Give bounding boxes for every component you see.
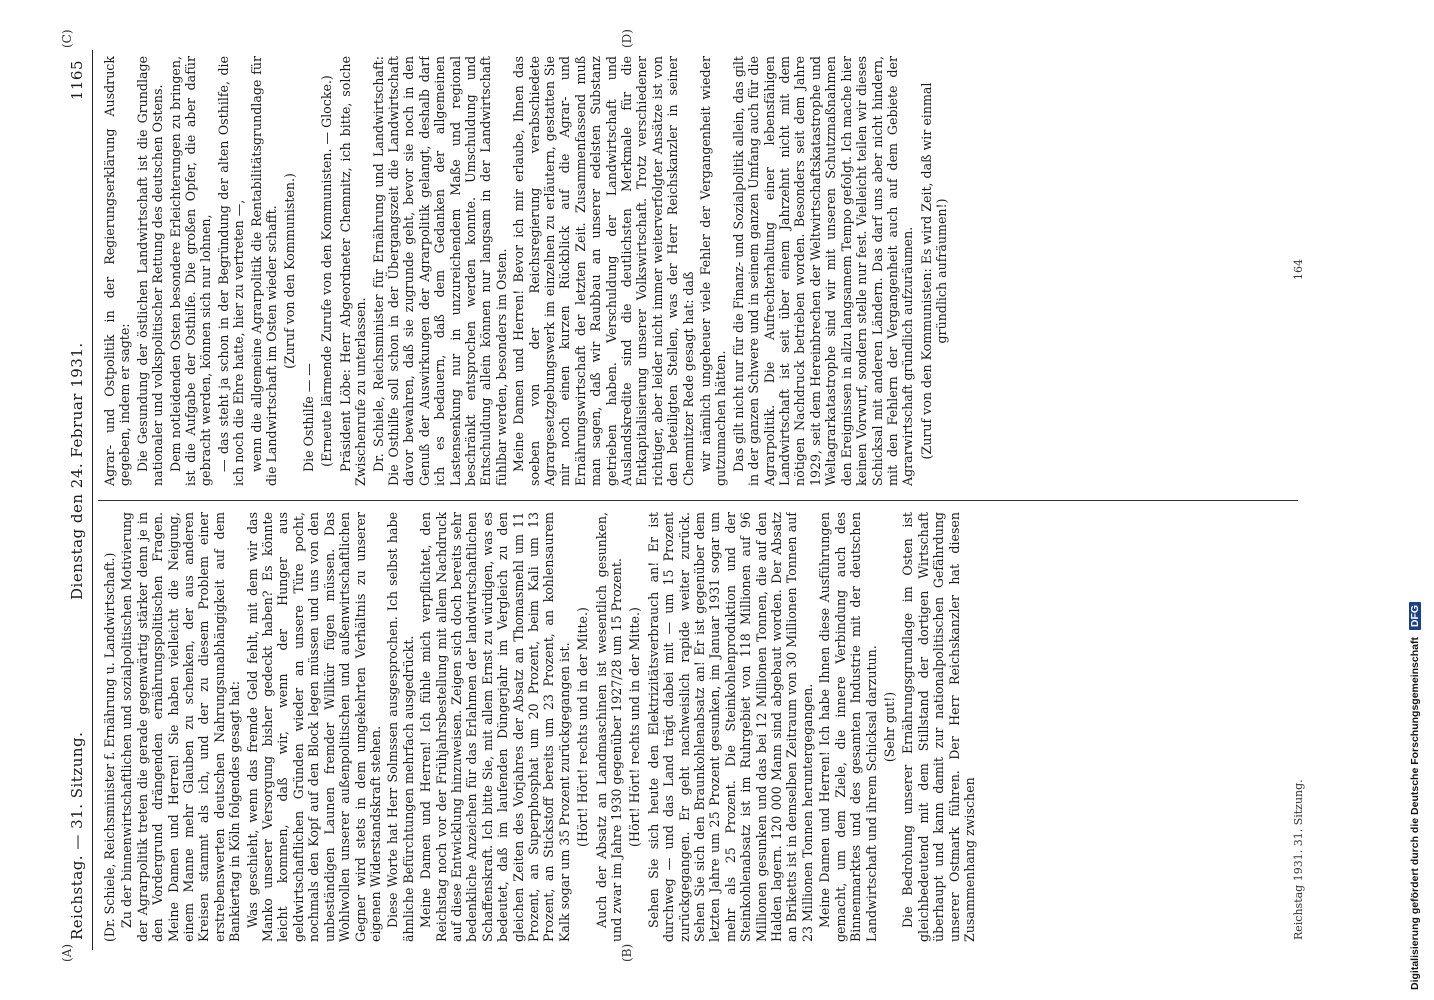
margin-marker-d: (D) bbox=[620, 29, 634, 48]
quote-paragraph: wenn die allgemeine Agrarpolitik die Rentabilitätsgrundlage für die Landwirtschaft im Osten wieder schafft. bbox=[248, 56, 280, 486]
paragraph: Dr. Schiele, Reichsminister für Ernährung und Landwirtschaft: Die Osthilfe soll schon in der Übergangszeit die Landwirtschaft davor bewahren, daß sie zugrunde geht, bevor sie noch in den Genuß der Auswirkungen der Agrarpolitik gelangt, deshalb darf ich es bedauern, daß dem Gedanken der allgemeinen Lastensenkung nur in unzureichendem Maße und regional beschränkt entsprochen werden konnte. Umschuldung und Entschuldung allein können nur langsam in der Landwirtschaft fühlbar werden, besonders im Osten. bbox=[370, 56, 509, 486]
interjection: (Sehr gut!) bbox=[881, 691, 897, 763]
page-number: 1165 bbox=[68, 60, 86, 101]
paragraph: Die Bedrohung unserer Ernährungsgrundlage im Osten ist gleichbedeutend mit dem Stillstand der dortigen Wirtschaft überhaupt und kann damit zur nationalpolitischen Gefährdung unserer Ostmark führen. Der Herr Reichskanzler hat diesen Zusammenhang zwischen bbox=[900, 512, 977, 942]
rotated-page-content bbox=[60, 29, 1360, 962]
dfg-watermark bbox=[1409, 602, 1421, 990]
paragraph: Meine Damen und Herren! Ich fühle mich verpflichtet, den Reichstag noch vor der Frühjahrsbestellung mit allem Nachdruck auf diese Entwicklung hinzuweisen. Zeigen sich doch bereits sehr bedenkliche Anzeichen für das Erlahmen der landwirtschaftlichen Schaffenskraft. Ich bitte Sie, mit allem Ernst zu würdigen, was es bedeutet, daß im laufenden Düngerjahr im Vergleich zu den gleichen Zeiten des Vorjahres der Absatz an Thomasmehl um 11 Prozent, an Superphosphat um 20 Prozent, beim Kali um 13 Prozent, an Stickstoff bereits um 23 Prozent, an kohlensaurem Kalk sogar um 35 Prozent zurückgegangen ist. bbox=[418, 512, 572, 942]
footer-signature-number: 164 bbox=[1292, 259, 1305, 280]
dfg-watermark-text: Digitalisierung gefördert durch die Deutsche Forschungsgemeinschaft bbox=[1409, 637, 1421, 990]
quote-paragraph: Dem notleidenden Osten besondere Erleichterungen zu bringen, ist die Aufgabe der Osthilfe. Die großen Opfer, die aber dafür gebracht werden, können sich nur lohnen, bbox=[167, 56, 214, 486]
interjection: (Erneute lärmende Zurufe von den Kommunisten. — Glocke.) bbox=[319, 75, 335, 467]
running-head-left: Reichstag. — 31. Sitzung. bbox=[68, 731, 86, 940]
paragraph: Diese Worte hat Herr Solmssen ausgesprochen. Ich selbst habe ähnliche Befürchtungen mehrfach ausgedrückt. bbox=[385, 512, 416, 942]
president-remark: Präsident Löbe: Herr Abgeordneter Chemnitz, ich bitte, solche Zwischenrufe zu unterlassen. bbox=[337, 56, 369, 486]
paragraph: Sehen Sie sich heute den Elektrizitätsverbrauch an! Er ist durchweg — und das Land trägt dabei mit — um 15 Prozent zurückgegangen. Er geht nachweislich rapide weiter zurück. Sehen Sie sich den Braunkohlenabsatz an! Er ist gegenüber dem letzten Jahre um 25 Prozent gesunken, im Januar 1931 sogar um mehr als 25 Prozent. Die Steinkohlenproduktion und der Steinkohlenabsatz ist im Ruhrgebiet von 118 Millionen auf 96 Millionen gesunken und das bei 12 Millionen Tonnen, die auf den Halden lagern. 120 000 Mann sind abgebaut worden. Der Absatz an Briketts ist in demselben Zeitraum von 30 Millionen Tonnen auf 23 Millionen Tonnen heruntergegangen. bbox=[645, 512, 815, 942]
quote-paragraph: Die Gesundung der östlichen Landwirtschaft ist die Grundlage nationaler und volkspolitischer Rettung des deutschen Ostens. bbox=[134, 56, 166, 486]
interjection: (Zuruf von den Kommunisten: Es wird Zeit, daß wir einmal gründlich aufräumen!) bbox=[918, 82, 950, 460]
paragraph: — das steht ja schon in der Begründung der alten Osthilfe, die ich noch die Ehre hatte, hier zu vertreten —, bbox=[215, 56, 247, 486]
header-rule bbox=[92, 50, 93, 950]
margin-marker-c: (C) bbox=[60, 29, 74, 48]
left-column bbox=[102, 512, 1272, 942]
interjection: (Hört! Hört! rechts und in der Mitte.) bbox=[575, 607, 591, 847]
paragraph: Die Osthilfe — — bbox=[300, 363, 316, 472]
margin-marker-a: (A) bbox=[60, 943, 74, 962]
margin-marker-b: (B) bbox=[620, 943, 634, 962]
quote-paragraph: wir nämlich ungeheuer viele Fehler der Vergangenheit wieder gutzumachen hätten. bbox=[698, 56, 729, 486]
quote-paragraph: Was geschieht, wenn das fremde Geld fehlt, mit dem wir das Manko unserer Versorgung bisher gedeckt haben? Es könnte leicht kommen, daß wir, wenn der Hunger aus geldwirtschaftlichen Gründen wieder an unsere Türe pocht, nochmals den Kopf auf den Block legen müssen und uns von den unbeständigen Launen fremder Willkür fügen müssen. Das Wohlwollen unserer außenpolitischen und außenwirtschaftlichen Gegner wird stets in dem umgekehrten Verhältnis zu unserer eigenen Widerstandskraft stehen. bbox=[244, 512, 383, 942]
speaker-line: (Dr. Schiele, Reichsminister f. Ernährung u. Landwirtschaft.) bbox=[102, 552, 117, 942]
dfg-watermark-strip bbox=[1400, 0, 1434, 1000]
footer-signature: Reichstag 1931. 31. Sitzung. bbox=[1292, 779, 1305, 940]
paragraph: Zu der binnenwirtschaftlichen und sozialpolitischen Motivierung der Agrarpolitik treten die gerade gegenwärtig stärker denn je in den Vordergrund drängenden ernährungspolitischen Fragen. Meine Damen und Herren! Sie haben vielleicht die Neigung, einem Manne mehr Glauben zu schenken, der aus anderen Kreisen stammt als ich, und der zu diesem Problem einer erstrebenswerten deutschen Nahrungsunabhängigkeit auf dem Bankiertag in Köln folgendes gesagt hat: bbox=[119, 512, 243, 942]
interjection: (Zuruf von den Kommunisten.) bbox=[282, 173, 298, 369]
running-head bbox=[68, 40, 92, 960]
paragraph: Agrar- und Ostpolitik in der Regierungserklärung Ausdruck gegeben, indem er sagte: bbox=[102, 56, 133, 486]
dfg-logo: DFG bbox=[1409, 602, 1421, 630]
paragraph: Auch der Absatz an Landmaschinen ist wesentlich gesunken, und zwar im Jahre 1930 gegenüber 1927/28 um 15 Prozent. bbox=[593, 512, 624, 942]
paragraph: Meine Damen und Herren! Bevor ich mir erlaube, Ihnen das soeben von der Reichsregierung verabschiedete Agrargesetzgebungswerk im einzelnen zu erläutern, gestatten Sie mir noch einen kurzen Rückblick auf die Agrar- und Ernährungswirtschaft der letzten Zeit. Zusammenfassend muß man sagen, daß wir Raubbau an unserer edelsten Substanz getrieben haben. Verschuldung der Landwirtschaft und Auslandskredite sind die deutlichsten Merkmale für die Entkapitalisierung unserer Volkswirtschaft. Trotz verschiedener richtiger, aber leider nicht immer weiterverfolgter Ansätze ist von den beteiligten Stellen, was der Herr Reichskanzler in seiner Chemnitzer Rede gesagt hat: daß bbox=[511, 56, 696, 486]
column-divider bbox=[98, 500, 1298, 501]
right-column bbox=[102, 56, 1272, 486]
paragraph: Meine Damen und Herren! Ich habe Ihnen diese Ausführungen gemacht, um dem Ziele, die innere Verbindung auch des Binnenmarktes und des gesamten Industrie mit der deutschen Landwirtschaft und ihrem Schicksal darzutun. bbox=[817, 512, 879, 942]
running-head-date: Dienstag den 24. Februar 1931. bbox=[68, 342, 86, 600]
interjection: (Hört! Hört! rechts und in der Mitte.) bbox=[627, 607, 643, 847]
paragraph: Das gilt nicht nur für die Finanz- und Sozialpolitik allein, das gilt in der ganzen Schwere und in seinem ganzen Umfang auch für die Agrarpolitik. Die Aufrechterhaltung einer lebensfähigen Landwirtschaft ist seit über einem Jahrzehnt nicht mit dem nötigen Nachdruck betrieben worden. Besonders seit dem Jahre 1929, seit dem Hereinbrechen der Weltwirtschaftskatastrophe und Weltagrarkatastrophe sind wir mit unseren Schutzmaßnahmen den Ereignissen in allzu langsamem Tempo gefolgt. Ich mache hier keinen Vorwurf, sondern stelle nur fest. Vielleicht teilen wir dieses Schicksal mit anderen Ländern. Das darf uns aber nicht hindern, mit den Fehlern der Vergangenheit auch auf dem Gebiete der Agrarwirtschaft gründlich aufzuräumen. bbox=[730, 56, 916, 486]
